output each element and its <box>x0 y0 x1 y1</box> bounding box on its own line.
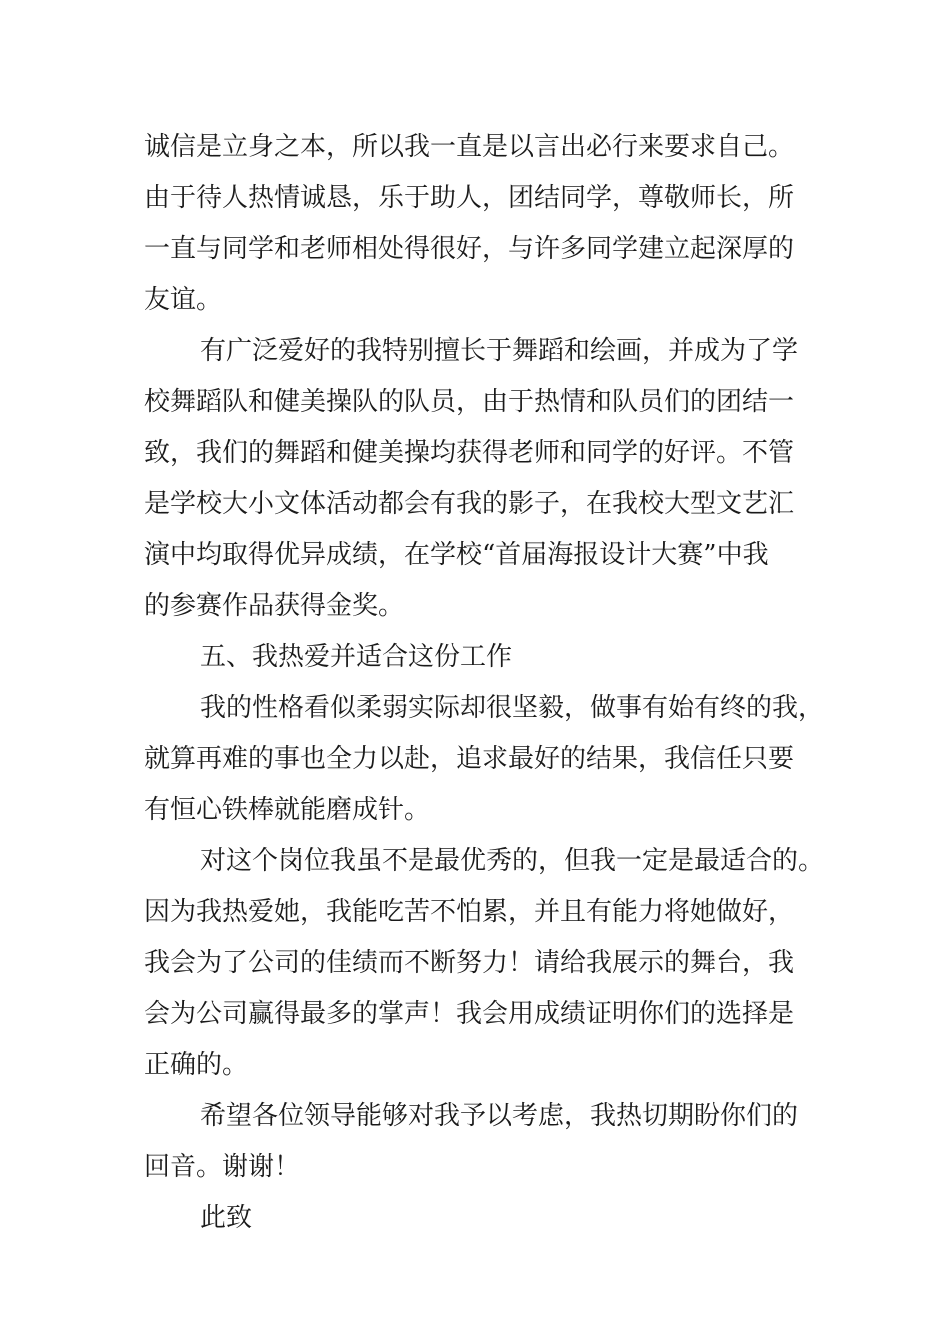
text-line: 正确的。 <box>144 1050 249 1080</box>
text-line-indented: 希望各位领导能够对我予以考虑，我热切期盼你们的 <box>200 1101 799 1131</box>
closing-salutation: 此致 <box>200 1203 253 1233</box>
text-line: 因为我热爱她，我能吃苦不怕累，并且有能力将她做好， <box>144 897 795 927</box>
text-line: 由于待人热情诚恳，乐于助人，团结同学，尊敬师长，所 <box>144 183 795 213</box>
text-line-indented: 我的性格看似柔弱实际却很坚毅，做事有始有终的我， <box>200 693 825 723</box>
text-line-indented: 对这个岗位我虽不是最优秀的，但我一定是最适合的。 <box>200 846 825 876</box>
text-line: 有恒心铁棒就能磨成针。 <box>144 795 431 825</box>
document-body <box>144 122 844 1244</box>
text-line: 回音。谢谢！ <box>144 1152 301 1182</box>
text-line: 致，我们的舞蹈和健美操均获得老师和同学的好评。不管 <box>144 438 795 468</box>
text-line: 校舞蹈队和健美操队的队员，由于热情和队员们的团结一 <box>144 387 795 417</box>
text-line: 就算再难的事也全力以赴，追求最好的结果，我信任只要 <box>144 744 795 774</box>
section-heading: 五、我热爱并适合这份工作 <box>200 642 513 672</box>
text-line: 一直与同学和老师相处得很好，与许多同学建立起深厚的 <box>144 234 795 264</box>
text-line: 会为公司赢得最多的掌声！我会用成绩证明你们的选择是 <box>144 999 795 1029</box>
text-line: 演中均取得优异成绩，在学校“首届海报设计大赛”中我 <box>144 540 769 570</box>
text-line: 友谊。 <box>144 285 223 315</box>
text-line: 是学校大小文体活动都会有我的影子，在我校大型文艺汇 <box>144 489 795 519</box>
text-line: 我会为了公司的佳绩而不断努力！请给我展示的舞台，我 <box>144 948 795 978</box>
text-line: 的参赛作品获得金奖。 <box>144 591 405 621</box>
text-line-indented: 有广泛爱好的我特别擅长于舞蹈和绘画，并成为了学 <box>200 336 799 366</box>
text-line: 诚信是立身之本，所以我一直是以言出必行来要求自己。 <box>144 132 795 162</box>
